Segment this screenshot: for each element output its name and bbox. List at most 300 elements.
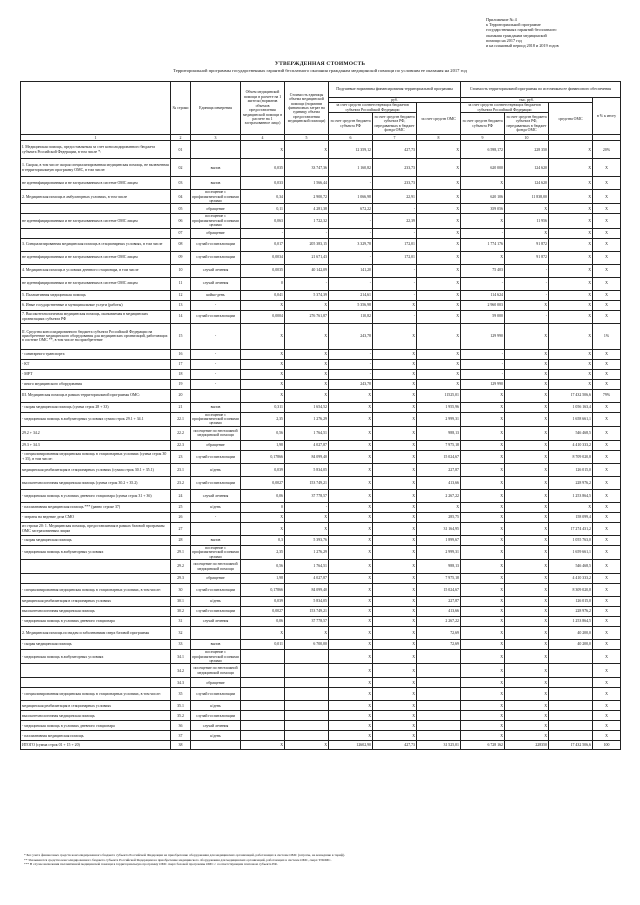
row-budget: 672,22 <box>329 204 373 214</box>
row-cost-oms: 17 432 506,6 <box>549 741 593 750</box>
row-cost-budget: X <box>461 450 505 463</box>
row-oms: 31 164,95 <box>417 522 461 535</box>
row-number: 19 <box>171 379 191 389</box>
row-unit: случай лечения <box>191 617 241 627</box>
row-percent: X <box>593 502 621 512</box>
row-number: 21 <box>171 402 191 412</box>
row-oms: 1 955,96 <box>417 402 461 412</box>
row-transfer: X <box>373 711 417 721</box>
table-row <box>21 650 621 664</box>
table-row <box>21 349 621 359</box>
row-budget: 243,78 <box>329 379 373 389</box>
row-cost-transfer: X <box>505 711 549 721</box>
row-unit: обращение <box>191 678 241 688</box>
row-percent: X <box>593 349 621 359</box>
header-cost: Стоимость единицы объема медицинской помощи (норматив финансовых затрат на единицу объема предоставления медицинской помощи) <box>285 82 329 135</box>
table-row <box>21 688 621 701</box>
table-row <box>21 379 621 389</box>
row-percent: X <box>593 402 621 412</box>
row-volume: X <box>241 522 285 535</box>
row-name: - медицинская помощь в условиях дневного стационара (сумма строк 31 + 36) <box>21 489 171 502</box>
row-oms: 413,66 <box>417 476 461 489</box>
row-cost-oms: X <box>549 228 593 238</box>
row-budget: X <box>329 502 373 512</box>
row-cost-oms <box>549 711 593 721</box>
row-name: медицинская реабилитация в стационарных условиях <box>21 701 171 711</box>
row-percent: X <box>593 238 621 251</box>
row-cost: X <box>285 349 329 359</box>
row-cost-budget: X <box>461 650 505 664</box>
row-cost-transfer: 91 872 <box>505 251 549 264</box>
row-cost-transfer: X <box>505 597 549 607</box>
row-number: 14 <box>171 310 191 323</box>
row-cost-transfer: X <box>505 731 549 741</box>
row-budget: 110,82 <box>329 310 373 323</box>
row-name: II. Средства консолидированного бюджета субъекта Российской Федерации на приобретение медицинского оборудования для медицинских организаций, работающих в системе ОМС **, в том числе на приобретение <box>21 323 171 349</box>
row-name: - скорая медицинская помощь <box>21 640 171 650</box>
row-cost-transfer: X <box>505 502 549 512</box>
row-cost <box>285 711 329 721</box>
row-cost-transfer: - <box>505 290 549 300</box>
row-name: не идентифицированным и не застрахованным в системе ОМС лицам <box>21 214 171 228</box>
row-cost-oms: 126 015,0 <box>549 597 593 607</box>
table-row <box>21 450 621 463</box>
row-unit: случай лечения <box>191 721 241 731</box>
row-number: 35 <box>171 688 191 701</box>
row-cost-transfer: X <box>505 512 549 522</box>
row-cost: - <box>285 277 329 290</box>
row-number: 30 <box>171 584 191 597</box>
row-percent: X <box>593 731 621 741</box>
row-volume: 0,06 <box>241 617 285 627</box>
row-oms: X <box>417 159 461 177</box>
row-oms: X <box>417 310 461 323</box>
row-number: 01 <box>171 141 191 159</box>
row-transfer: - <box>373 204 417 214</box>
row-cost: X <box>285 369 329 379</box>
row-volume: 2,35 <box>241 412 285 426</box>
row-number: 05 <box>171 204 191 214</box>
row-name: 1. Скорая, в том числе скорая специализированная медицинская помощь, не включенная в территориальную программу ОМС, в том числе: <box>21 159 171 177</box>
row-cost-transfer: X <box>505 389 549 402</box>
row-oms: X <box>417 349 461 359</box>
row-number: 22.2 <box>171 426 191 440</box>
row-percent: X <box>593 463 621 476</box>
row-budget: - <box>329 228 373 238</box>
row-transfer: X <box>373 522 417 535</box>
row-cost-budget: X <box>461 721 505 731</box>
row-cost-transfer: X <box>505 617 549 627</box>
row-budget: X <box>329 440 373 450</box>
row-percent: X <box>593 664 621 678</box>
row-cost: - <box>285 228 329 238</box>
row-oms <box>417 731 461 741</box>
row-cost-oms: X <box>549 238 593 251</box>
row-transfer: X <box>373 701 417 711</box>
row-unit: к/день <box>191 597 241 607</box>
header-sub-transfer: за счет средств бюджета субъекта РФ, передаваемых в бюджет фонда ОМС <box>373 113 417 135</box>
row-budget: - <box>329 214 373 228</box>
row-volume: X <box>241 300 285 310</box>
row-cost: 153 749,21 <box>285 607 329 617</box>
row-number: 09 <box>171 251 191 264</box>
row-name: высокотехнологичная медицинская помощь <box>21 711 171 721</box>
index-cell: 6 <box>329 135 373 141</box>
header-volume: Объем медицинской помощи в расчете на 1 жителя (норматив объемов предоставления медицинской помощи в расчете на 1 застрахованное лицо) <box>241 82 285 135</box>
row-volume <box>241 650 285 664</box>
row-name <box>21 228 171 238</box>
row-cost-budget: 2 960 003 <box>461 300 505 310</box>
row-oms: X <box>417 214 461 228</box>
row-cost-transfer: X <box>505 359 549 369</box>
table-row <box>21 323 621 349</box>
row-unit: - <box>191 512 241 522</box>
row-cost-budget: X <box>461 426 505 440</box>
row-unit <box>191 522 241 535</box>
row-unit <box>191 389 241 402</box>
row-unit: вызов <box>191 402 241 412</box>
row-name: не идентифицированным и не застрахованным в системе ОМС лицам <box>21 277 171 290</box>
table-row <box>21 617 621 627</box>
row-cost-transfer: X <box>505 426 549 440</box>
row-volume: - <box>241 228 285 238</box>
row-unit: обращение <box>191 204 241 214</box>
row-cost: 1 566,44 <box>285 177 329 190</box>
row-percent: X <box>593 721 621 731</box>
row-budget: X <box>329 678 373 688</box>
row-unit: к/день <box>191 502 241 512</box>
header-pc-oms: за счет средств ОМС <box>417 103 461 135</box>
table-row <box>21 159 621 177</box>
row-number: 23.2 <box>171 476 191 489</box>
row-oms: 31 525,01 <box>417 741 461 750</box>
row-cost: 40 142,09 <box>285 264 329 277</box>
row-transfer: X <box>373 545 417 559</box>
row-transfer: X <box>373 678 417 688</box>
row-cost-oms <box>549 731 593 741</box>
row-percent: X <box>593 379 621 389</box>
row-name: - скорая медицинская помощь (сумма строк 28 + 33) <box>21 402 171 412</box>
row-name: 2. Медицинская помощь в амбулаторных условиях, в том числе <box>21 190 171 204</box>
row-cost-budget: X <box>461 574 505 584</box>
row-unit: случай госпитализации <box>191 251 241 264</box>
row-cost-transfer: X <box>505 688 549 701</box>
row-cost-oms: X <box>549 349 593 359</box>
row-number: 22.3 <box>171 440 191 450</box>
row-unit: посещение с профилактической и иными целями <box>192 650 239 663</box>
row-cost-oms: 158 099,4 <box>549 512 593 522</box>
row-volume <box>241 731 285 741</box>
row-cost-oms: 1 659 661,1 <box>549 545 593 559</box>
row-percent: X <box>593 440 621 450</box>
row-volume: X <box>241 141 285 159</box>
row-budget: 12 359,12 <box>329 141 373 159</box>
row-name: - специализированная медицинская помощь в стационарных условиях (сумма строк 30 + 35), в том числе: <box>21 450 171 463</box>
header-section <box>21 82 171 135</box>
row-cost-transfer: X <box>505 560 549 574</box>
row-oms: X <box>417 323 461 349</box>
row-cost-oms <box>549 688 593 701</box>
row-volume: X <box>241 349 285 359</box>
row-budget: 243,78 <box>329 323 373 349</box>
row-cost-budget: 359 056 <box>461 204 505 214</box>
row-unit: посещение по неотложной медицинской помощи <box>191 664 241 678</box>
table-row <box>21 711 621 721</box>
table-row <box>21 389 621 402</box>
row-transfer: X <box>373 489 417 502</box>
header-ct-oms: средства ОМС <box>549 103 593 135</box>
row-transfer: X <box>373 440 417 450</box>
header-sub-transfer: за счет средств бюджета субъекта РФ, передаваемых в бюджет фонда ОМС <box>505 113 549 135</box>
row-budget: X <box>329 627 373 640</box>
row-unit: - <box>191 300 241 310</box>
row-cost-oms: 8 709 020,8 <box>549 450 593 463</box>
row-oms: X <box>417 369 461 379</box>
row-cost: 2 900,72 <box>285 190 329 204</box>
row-cost: 276 761,87 <box>285 310 329 323</box>
row-unit: обращение <box>191 440 241 450</box>
row-cost <box>285 650 329 664</box>
table-row <box>21 731 621 741</box>
row-cost: 1 276,29 <box>285 545 329 559</box>
row-volume: 0,0034 <box>241 251 285 264</box>
row-budget: X <box>329 463 373 476</box>
row-transfer: X <box>373 640 417 650</box>
row-cost-transfer: X <box>505 369 549 379</box>
table-row <box>21 476 621 489</box>
row-cost: 1 764,51 <box>285 560 329 574</box>
row-volume: 0,035 <box>241 159 285 177</box>
row-cost-transfer: 228 350 <box>505 141 549 159</box>
row-oms: 285,75 <box>417 512 461 522</box>
row-percent: X <box>593 359 621 369</box>
row-transfer: 427,73 <box>373 141 417 159</box>
row-unit: случай госпитализации <box>191 584 241 597</box>
row-oms: 72,69 <box>417 640 461 650</box>
row-transfer: X <box>373 512 417 522</box>
row-oms <box>417 678 461 688</box>
row-budget: X <box>329 489 373 502</box>
row-unit: вызов <box>191 177 241 190</box>
row-cost-oms: X <box>549 359 593 369</box>
row-cost-oms <box>549 701 593 711</box>
row-name: - медицинская помощь в амбулаторных условиях сумма строк 29.1 + 34.1 <box>21 412 171 426</box>
row-name: медицинская реабилитация в стационарных условиях (сумма строк 30.1 + 35.1) <box>21 463 171 476</box>
index-cell: 10 <box>505 135 549 141</box>
row-percent: X <box>593 177 621 190</box>
row-budget: - <box>329 277 373 290</box>
row-percent: X <box>593 545 621 559</box>
row-cost-budget: X <box>461 688 505 701</box>
row-oms: X <box>417 238 461 251</box>
row-number: 07 <box>171 228 191 238</box>
row-cost-budget: 129 990 <box>461 379 505 389</box>
row-cost-oms: X <box>549 264 593 277</box>
row-oms: 227,87 <box>417 597 461 607</box>
row-volume: 0,17866 <box>241 450 285 463</box>
row-number: 30.2 <box>171 607 191 617</box>
row-unit: - <box>191 379 241 389</box>
row-unit: случай госпитализации <box>191 688 241 701</box>
row-unit: койко-день <box>191 290 241 300</box>
row-unit: случай госпитализации <box>191 310 241 323</box>
row-oms: X <box>417 190 461 204</box>
row-cost-budget: X <box>461 607 505 617</box>
row-cost-oms: X <box>549 177 593 190</box>
row-cost-transfer: - <box>505 264 549 277</box>
row-unit: вызов <box>191 640 241 650</box>
row-oms: X <box>417 290 461 300</box>
row-transfer: X <box>373 664 417 678</box>
row-cost-oms: 1 658 661,1 <box>549 412 593 426</box>
row-cost: 84 099,40 <box>285 584 329 597</box>
row-budget: X <box>329 450 373 463</box>
row-volume: X <box>241 369 285 379</box>
row-name <box>21 678 171 688</box>
table-row <box>21 402 621 412</box>
row-cost: X <box>285 300 329 310</box>
row-number: 17 <box>171 359 191 369</box>
row-number: 23 <box>171 450 191 463</box>
row-percent: X <box>593 300 621 310</box>
row-cost-budget: X <box>461 440 505 450</box>
row-budget: X <box>329 522 373 535</box>
row-oms <box>417 664 461 678</box>
row-transfer: X <box>373 389 417 402</box>
row-percent: X <box>593 688 621 701</box>
row-number: 04 <box>171 190 191 204</box>
appendix-line: к Территориальной программе <box>486 22 541 28</box>
row-oms: 227,87 <box>417 463 461 476</box>
row-cost-transfer: X <box>505 678 549 688</box>
row-number: 02 <box>171 159 191 177</box>
row-percent: 20% <box>593 141 621 159</box>
row-cost: 21 671,43 <box>285 251 329 264</box>
row-percent: X <box>593 650 621 664</box>
row-budget: X <box>329 545 373 559</box>
row-transfer: X <box>373 359 417 369</box>
row-budget: X <box>329 574 373 584</box>
header-sub-budget: за счет средств бюджета субъекта РФ <box>329 113 373 135</box>
row-cost-transfer: X <box>505 463 549 476</box>
row-unit: обращение <box>191 574 241 584</box>
row-unit: - <box>191 349 241 359</box>
row-budget: - <box>329 359 373 369</box>
row-oms: 2 999,31 <box>417 412 461 426</box>
row-cost-budget: X <box>461 214 505 228</box>
row-budget: X <box>329 688 373 701</box>
table-row <box>21 190 621 204</box>
row-unit: - <box>191 359 241 369</box>
table-row <box>21 238 621 251</box>
row-cost-oms: 1 253 864,5 <box>549 489 593 502</box>
row-volume: 1,98 <box>241 440 285 450</box>
row-cost-budget: X <box>461 584 505 597</box>
row-percent: X <box>593 426 621 440</box>
row-cost-budget: X <box>461 389 505 402</box>
row-unit: случай лечения <box>191 277 241 290</box>
row-transfer: X <box>373 379 417 389</box>
row-cost: X <box>285 741 329 750</box>
row-oms: 7 975,18 <box>417 440 461 450</box>
row-volume: 0,0004 <box>241 310 285 323</box>
row-cost-budget: 1 774 176 <box>461 238 505 251</box>
row-cost-transfer: X <box>505 664 549 678</box>
row-cost-transfer: X <box>505 584 549 597</box>
row-cost-budget: X <box>461 545 505 559</box>
row-budget: - <box>329 177 373 190</box>
row-oms <box>417 721 461 731</box>
row-number: 08 <box>171 238 191 251</box>
table-row <box>21 721 621 731</box>
row-cost: 37 778,57 <box>285 489 329 502</box>
row-name: 4. Медицинская помощь в условиях дневного стационара, в том числе <box>21 264 171 277</box>
row-percent: X <box>593 310 621 323</box>
row-transfer: X <box>373 574 417 584</box>
table-row <box>21 228 621 238</box>
row-cost-budget: X <box>461 476 505 489</box>
table-row <box>21 412 621 426</box>
row-cost: 33 747,36 <box>285 159 329 177</box>
row-transfer: - <box>373 310 417 323</box>
row-name: - медицинская помощь в условиях дневного стационара <box>21 721 171 731</box>
row-number: 26 <box>171 512 191 522</box>
row-transfer: 172,01 <box>373 251 417 264</box>
row-name: 6. Иные государственные и муниципальные услуги (работы) <box>21 300 171 310</box>
row-cost: X <box>285 359 329 369</box>
row-name: не идентифицированным и не застрахованным в системе ОМС лицам <box>21 177 171 190</box>
row-cost-budget: X <box>461 711 505 721</box>
row-transfer: - <box>373 264 417 277</box>
header-pc-budget: за счет средств соответствующих бюджетов субъекта Российской Федерации <box>329 103 417 113</box>
row-oms <box>417 711 461 721</box>
row-cost-oms: 126 015,0 <box>549 463 593 476</box>
row-cost-oms: X <box>549 190 593 204</box>
row-volume <box>241 678 285 688</box>
row-cost-oms <box>549 678 593 688</box>
row-number: 35.1 <box>171 701 191 711</box>
row-cost: 5 834,05 <box>285 597 329 607</box>
row-cost: 1 764,51 <box>285 426 329 440</box>
table-row <box>21 574 621 584</box>
row-name: - затраты на ведение дела СМО <box>21 512 171 522</box>
row-name: - КТ <box>21 359 171 369</box>
row-cost: 84 099,40 <box>285 450 329 463</box>
row-number: 11 <box>171 277 191 290</box>
table-row <box>21 463 621 476</box>
row-name: - санитарного транспорта <box>21 349 171 359</box>
row-budget: X <box>329 617 373 627</box>
row-unit: случай госпитализации <box>191 711 241 721</box>
row-cost-transfer: X <box>505 349 549 359</box>
row-name: из строки 20: 1. Медицинская помощь, предоставляемая в рамках базовой программы ОМС застрахованным лицам <box>21 522 171 535</box>
row-oms: 988,13 <box>417 560 461 574</box>
row-oms <box>417 701 461 711</box>
row-volume: 2,35 <box>241 545 285 559</box>
row-budget: X <box>329 512 373 522</box>
row-unit: посещение с профилактической и иными целями <box>192 545 239 559</box>
row-percent: X <box>593 584 621 597</box>
row-cost-budget: - <box>461 369 505 379</box>
row-number: 18 <box>171 369 191 379</box>
row-cost-oms: X <box>549 277 593 290</box>
row-transfer: 233,73 <box>373 159 417 177</box>
row-cost: X <box>285 512 329 522</box>
row-budget: X <box>329 721 373 731</box>
row-percent: 100 <box>593 741 621 750</box>
row-transfer: X <box>373 300 417 310</box>
row-name: I. Медицинская помощь, предоставляемая за счет консолидированного бюджета субъекта Российской Федерации, в том числе *: <box>21 141 171 159</box>
